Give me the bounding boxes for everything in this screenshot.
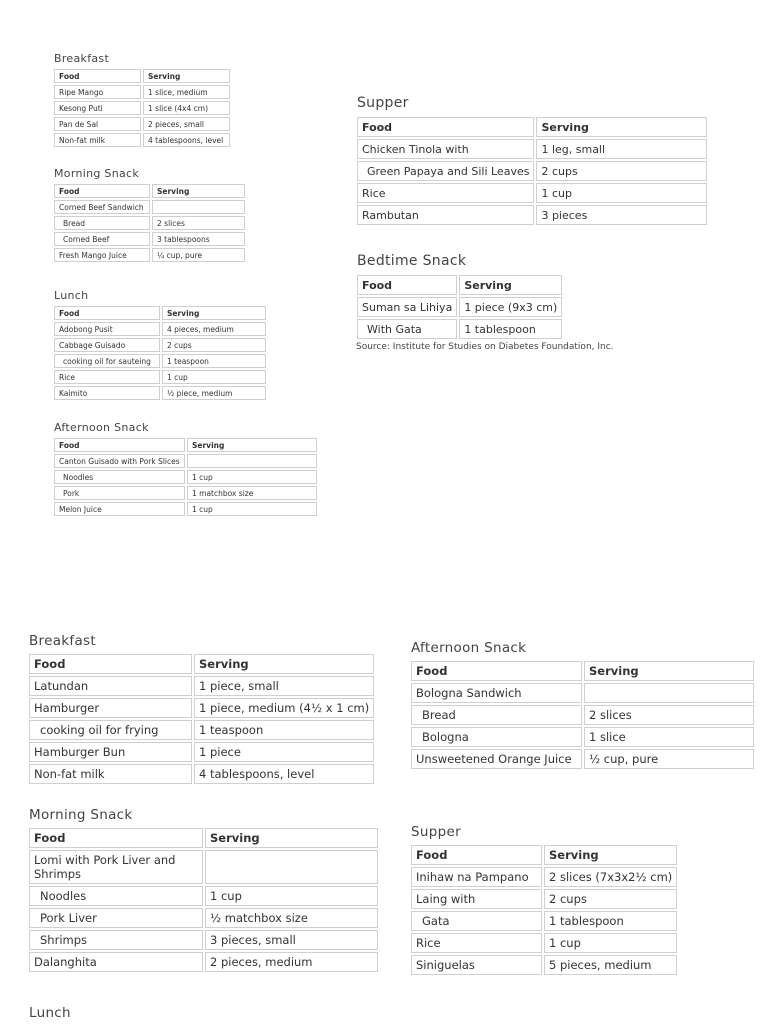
- serving-cell: 1 tablespoon: [544, 911, 677, 931]
- food-cell: Corned Beef: [54, 232, 150, 246]
- meal-table: [355, 115, 709, 227]
- section-title: Bedtime Snack: [357, 253, 467, 269]
- food-cell: Bologna Sandwich: [411, 683, 582, 703]
- serving-cell: 1 cup: [544, 933, 677, 953]
- serving-cell: ½ piece, medium: [162, 386, 266, 400]
- header-food: Food: [54, 438, 185, 452]
- table-row: [29, 720, 374, 740]
- table-header-row: [54, 184, 245, 198]
- serving-cell: 1 piece, medium (4½ x 1 cm): [194, 698, 374, 718]
- header-serving: Serving: [143, 69, 230, 83]
- source-note: Source: Institute for Studies on Diabetes Foundation, Inc.: [356, 342, 614, 352]
- plan1-morning-snack-section: [54, 167, 247, 264]
- food-cell: Bread: [411, 705, 582, 725]
- header-serving: Serving: [194, 654, 374, 674]
- table-row: [54, 101, 230, 115]
- serving-cell: 4 tablespoons, level: [143, 133, 230, 147]
- serving-cell: [205, 850, 378, 884]
- table-row: [411, 933, 677, 953]
- header-serving: Serving: [152, 184, 245, 198]
- plan1-breakfast-section: [54, 52, 232, 149]
- table-header-row: [357, 117, 707, 137]
- header-serving: Serving: [205, 828, 378, 848]
- table-row: [54, 232, 245, 246]
- food-cell: Pan de Sal: [54, 117, 141, 131]
- serving-cell: 4 pieces, medium: [162, 322, 266, 336]
- plan1-supper-section: [357, 95, 709, 227]
- serving-cell: 2 cups: [544, 889, 677, 909]
- serving-cell: 2 slices: [584, 705, 754, 725]
- serving-cell: ½ matchbox size: [205, 908, 378, 928]
- section-title: Lunch: [54, 289, 89, 302]
- serving-cell: 1 matchbox size: [187, 486, 317, 500]
- section-title: Morning Snack: [29, 807, 133, 823]
- header-food: Food: [29, 828, 203, 848]
- serving-cell: 1 slice (4x4 cm): [143, 101, 230, 115]
- food-cell: Hamburger Bun: [29, 742, 192, 762]
- food-cell: Green Papaya and Sili Leaves: [357, 161, 534, 181]
- meal-table: [409, 843, 679, 977]
- table-row: [54, 370, 266, 384]
- section-title: Breakfast: [54, 52, 110, 65]
- header-food: Food: [54, 184, 150, 198]
- table-row: [411, 683, 754, 703]
- table-row: [357, 183, 707, 203]
- serving-cell: 1 slice: [584, 727, 754, 747]
- serving-cell: 3 pieces: [536, 205, 707, 225]
- serving-cell: [584, 683, 754, 703]
- plan1-afternoon-snack-section: [54, 421, 319, 518]
- header-serving: Serving: [459, 275, 562, 295]
- table-header-row: [29, 654, 374, 674]
- table-row: [357, 297, 562, 317]
- table-row: [54, 470, 317, 484]
- food-cell: Pork Liver: [29, 908, 203, 928]
- food-cell: Kesong Puti: [54, 101, 141, 115]
- table-row: [29, 764, 374, 784]
- header-food: Food: [411, 661, 582, 681]
- food-cell: Canton Guisado with Pork Slices: [54, 454, 185, 468]
- table-row: [411, 889, 677, 909]
- table-row: [54, 338, 266, 352]
- food-cell: Rice: [54, 370, 160, 384]
- plan2-morning-snack-section: [29, 807, 380, 974]
- meal-table: [409, 659, 756, 771]
- section-title: Afternoon Snack: [411, 640, 527, 656]
- food-cell: Ripe Mango: [54, 85, 141, 99]
- table-header-row: [357, 275, 562, 295]
- serving-cell: 1 cup: [205, 886, 378, 906]
- serving-cell: 1 teaspoon: [194, 720, 374, 740]
- header-serving: Serving: [162, 306, 266, 320]
- serving-cell: ½ cup, pure: [584, 749, 754, 769]
- table-header-row: [411, 661, 754, 681]
- table-row: [29, 886, 378, 906]
- header-food: Food: [54, 306, 160, 320]
- table-row: [357, 161, 707, 181]
- food-cell: Pork: [54, 486, 185, 500]
- table-row: [29, 908, 378, 928]
- food-cell: Kaimito: [54, 386, 160, 400]
- header-serving: Serving: [544, 845, 677, 865]
- serving-cell: 1 cup: [162, 370, 266, 384]
- serving-cell: 1 tablespoon: [459, 319, 562, 339]
- header-food: Food: [357, 117, 534, 137]
- plan2-afternoon-snack-section: [411, 640, 756, 771]
- food-cell: Chicken Tinola with: [357, 139, 534, 159]
- table-header-row: [411, 845, 677, 865]
- section-title: Supper: [411, 824, 461, 840]
- serving-cell: 1 piece: [194, 742, 374, 762]
- table-row: [29, 698, 374, 718]
- meal-table: [27, 652, 376, 786]
- serving-cell: 1 piece, small: [194, 676, 374, 696]
- food-cell: Non-fat milk: [54, 133, 141, 147]
- serving-cell: 1 cup: [187, 470, 317, 484]
- food-cell: Cabbage Guisado: [54, 338, 160, 352]
- section-title: Lunch: [29, 1005, 71, 1021]
- food-cell: Lomi with Pork Liver and Shrimps: [29, 850, 203, 884]
- table-row: [54, 354, 266, 368]
- section-title: Breakfast: [29, 633, 96, 649]
- table-row: [54, 200, 245, 214]
- food-cell: Corned Beef Sandwich: [54, 200, 150, 214]
- plan2-lunch-section: [29, 1005, 71, 1024]
- section-title: Afternoon Snack: [54, 421, 149, 434]
- table-row: [54, 502, 317, 516]
- table-row: [54, 454, 317, 468]
- table-row: [54, 117, 230, 131]
- serving-cell: 4 tablespoons, level: [194, 764, 374, 784]
- food-cell: Inihaw na Pampano: [411, 867, 542, 887]
- serving-cell: 2 slices: [152, 216, 245, 230]
- table-header-row: [29, 828, 378, 848]
- table-row: [54, 486, 317, 500]
- table-row: [411, 727, 754, 747]
- food-cell: With Gata: [357, 319, 457, 339]
- meal-table: [355, 273, 564, 341]
- serving-cell: 1 teaspoon: [162, 354, 266, 368]
- serving-cell: 1 cup: [187, 502, 317, 516]
- table-row: [29, 742, 374, 762]
- header-serving: Serving: [536, 117, 707, 137]
- food-cell: cooking oil for sauteing: [54, 354, 160, 368]
- food-cell: Hamburger: [29, 698, 192, 718]
- table-row: [357, 139, 707, 159]
- food-cell: Bologna: [411, 727, 582, 747]
- header-serving: Serving: [584, 661, 754, 681]
- table-header-row: [54, 306, 266, 320]
- food-cell: Siniguelas: [411, 955, 542, 975]
- plan1-lunch-section: [54, 289, 268, 402]
- plan2-breakfast-section: [29, 633, 376, 786]
- food-cell: Fresh Mango Juice: [54, 248, 150, 262]
- meal-table: [27, 826, 380, 974]
- plan1-bedtime-snack-section: [357, 253, 564, 341]
- section-title: Morning Snack: [54, 167, 140, 180]
- header-food: Food: [357, 275, 457, 295]
- table-row: [357, 205, 707, 225]
- serving-cell: 2 pieces, small: [143, 117, 230, 131]
- serving-cell: 2 cups: [162, 338, 266, 352]
- serving-cell: 1 slice, medium: [143, 85, 230, 99]
- serving-cell: 2 slices (7x3x2½ cm): [544, 867, 677, 887]
- food-cell: Adobong Pusit: [54, 322, 160, 336]
- table-row: [411, 749, 754, 769]
- food-cell: Rice: [411, 933, 542, 953]
- food-cell: Suman sa Lihiya: [357, 297, 457, 317]
- table-header-row: [54, 438, 317, 452]
- serving-cell: 5 pieces, medium: [544, 955, 677, 975]
- table-row: [54, 216, 245, 230]
- serving-cell: [152, 200, 245, 214]
- header-serving: Serving: [187, 438, 317, 452]
- table-header-row: [54, 69, 230, 83]
- meal-table: [52, 436, 319, 518]
- header-food: Food: [29, 654, 192, 674]
- food-cell: Noodles: [29, 886, 203, 906]
- serving-cell: 1 piece (9x3 cm): [459, 297, 562, 317]
- table-row: [54, 322, 266, 336]
- table-row: [411, 955, 677, 975]
- serving-cell: 2 pieces, medium: [205, 952, 378, 972]
- header-food: Food: [411, 845, 542, 865]
- table-row: [357, 319, 562, 339]
- food-cell: Noodles: [54, 470, 185, 484]
- food-cell: Melon Juice: [54, 502, 185, 516]
- food-cell: Laing with: [411, 889, 542, 909]
- section-title: Supper: [357, 95, 409, 111]
- food-cell: Gata: [411, 911, 542, 931]
- plan2-supper-section: [411, 824, 679, 977]
- meal-table: [52, 67, 232, 149]
- serving-cell: 3 pieces, small: [205, 930, 378, 950]
- header-food: Food: [54, 69, 141, 83]
- meal-table: [52, 182, 247, 264]
- table-row: [54, 386, 266, 400]
- food-cell: cooking oil for frying: [29, 720, 192, 740]
- table-row: [54, 133, 230, 147]
- table-row: [29, 850, 378, 884]
- food-cell: Rice: [357, 183, 534, 203]
- table-row: [411, 911, 677, 931]
- food-cell: Bread: [54, 216, 150, 230]
- food-cell: Rambutan: [357, 205, 534, 225]
- food-cell: Dalanghita: [29, 952, 203, 972]
- serving-cell: 2 cups: [536, 161, 707, 181]
- food-cell: Unsweetened Orange Juice: [411, 749, 582, 769]
- meal-table: [52, 304, 268, 402]
- serving-cell: 1 leg, small: [536, 139, 707, 159]
- table-row: [54, 85, 230, 99]
- food-cell: Non-fat milk: [29, 764, 192, 784]
- table-row: [411, 867, 677, 887]
- food-cell: Latundan: [29, 676, 192, 696]
- serving-cell: 1 cup: [536, 183, 707, 203]
- serving-cell: ¼ cup, pure: [152, 248, 245, 262]
- table-row: [29, 952, 378, 972]
- serving-cell: 3 tablespoons: [152, 232, 245, 246]
- table-row: [29, 676, 374, 696]
- table-row: [411, 705, 754, 725]
- table-row: [29, 930, 378, 950]
- food-cell: Shrimps: [29, 930, 203, 950]
- serving-cell: [187, 454, 317, 468]
- table-row: [54, 248, 245, 262]
